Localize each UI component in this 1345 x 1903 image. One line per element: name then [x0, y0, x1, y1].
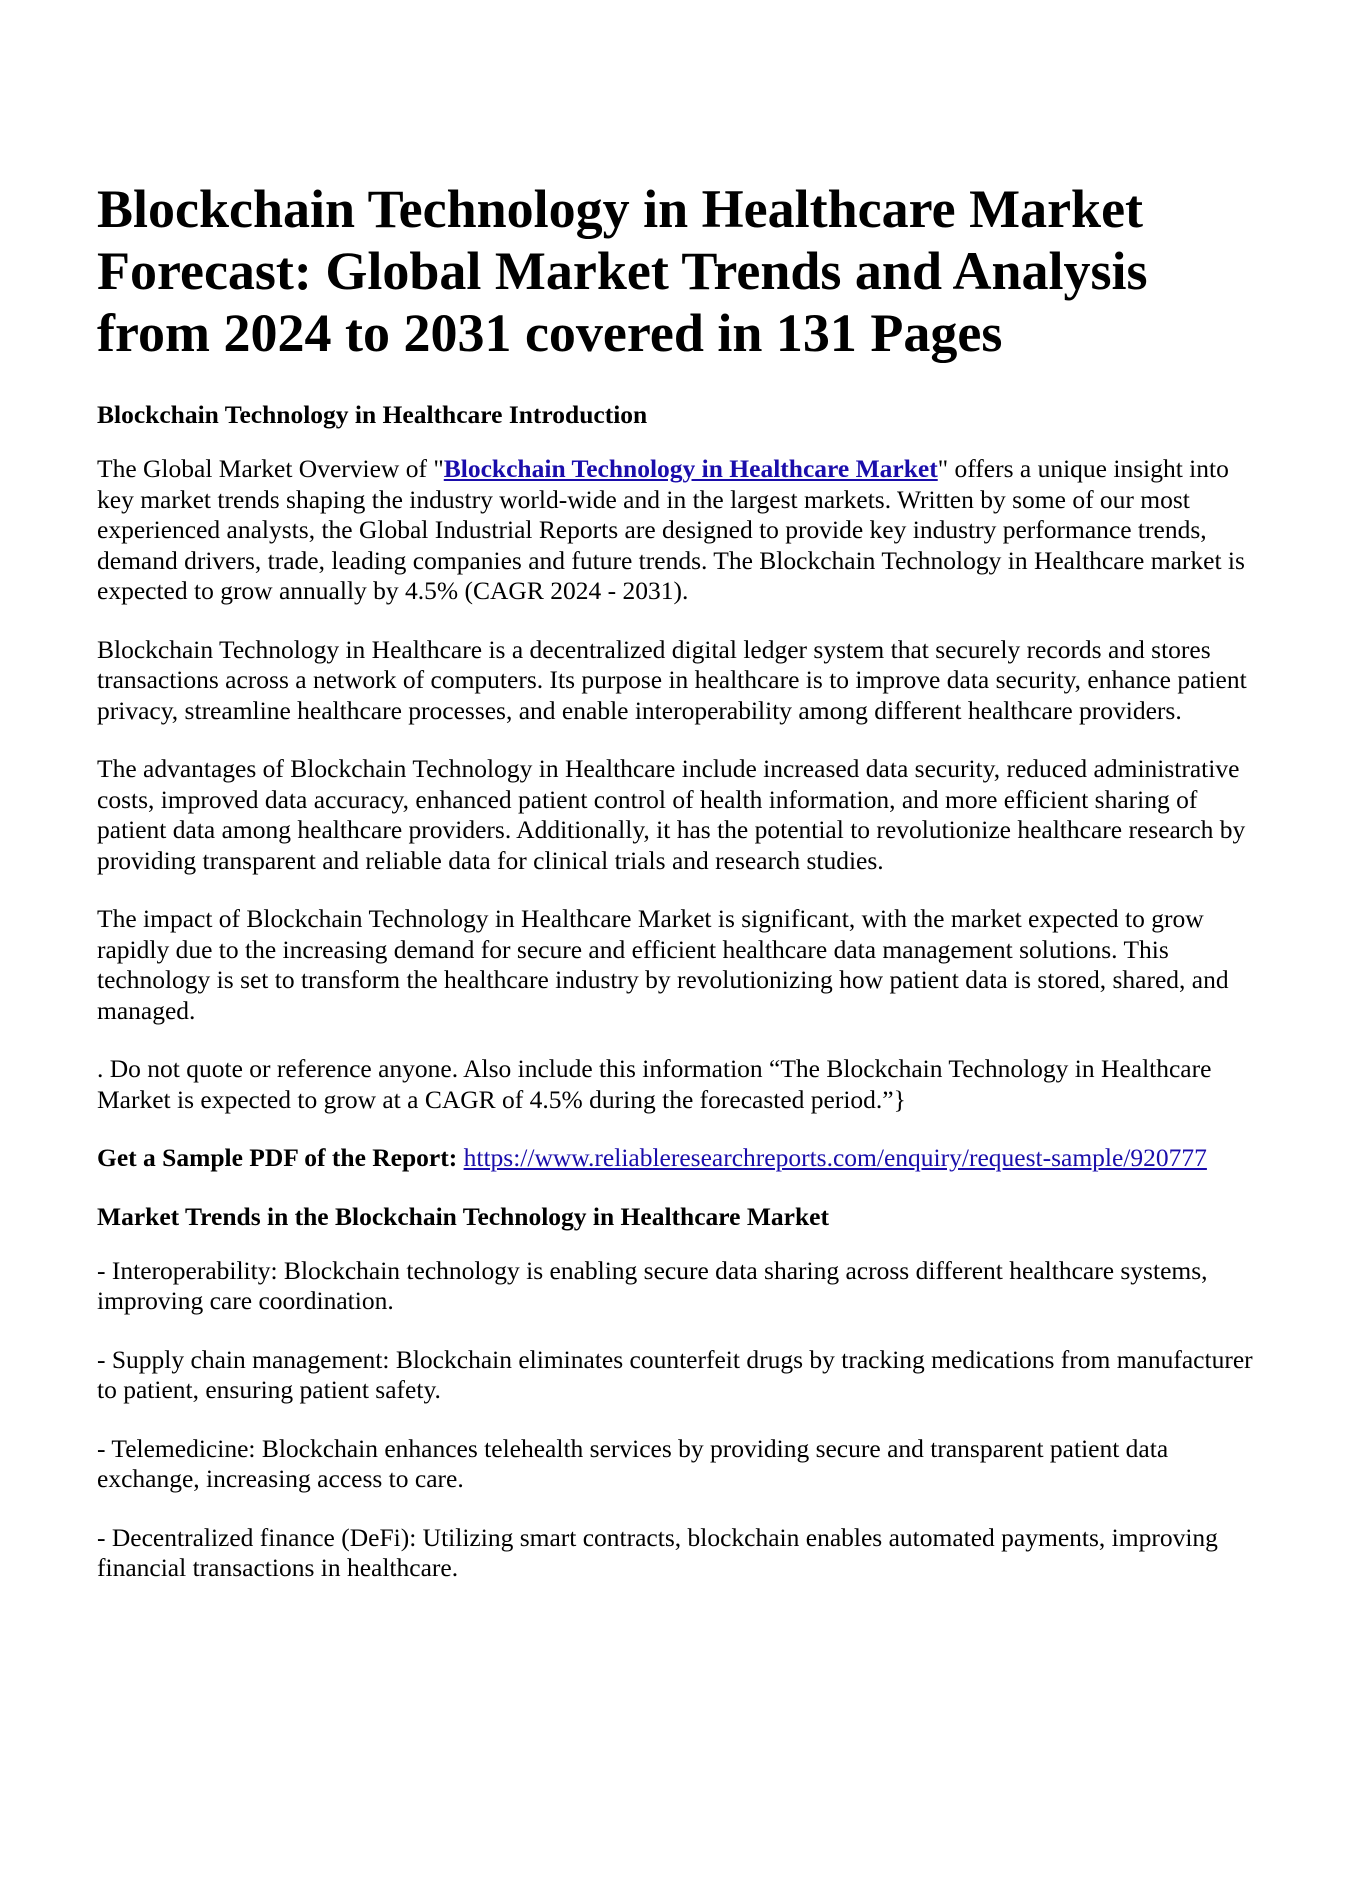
trend-item-telemedicine: - Telemedicine: Blockchain enhances telehealth services by providing secure and transparent patient data exchange, increasing access to care. — [97, 1433, 1169, 1493]
page-title: Blockchain Technology in Healthcare Market Forecast: Global Market Trends and Analysis from 2024 to 2031 covered in 131 Pages — [97, 179, 1148, 363]
sample-pdf-label: Get a Sample PDF of the Report: — [97, 1143, 458, 1172]
intro-paragraph-overview — [97, 454, 1267, 607]
trends-heading: Market Trends in the Blockchain Technology in Healthcare Market — [97, 1201, 829, 1231]
intro-paragraph-cagr-note: . Do not quote or reference anyone. Also include this information “The Blockchain Technology in Healthcare Market is expected to grow at a CAGR of 4.5% during the forecasted period.”} — [97, 1054, 1212, 1114]
sample-pdf-link[interactable]: https://www.reliableresearchreports.com/enquiry/request-sample/920777 — [463, 1143, 1207, 1172]
trend-item-supply-chain: - Supply chain management: Blockchain eliminates counterfeit drugs by tracking medications from manufacturer to patient, ensuring patient safety. — [97, 1344, 1253, 1404]
intro-paragraph-definition: Blockchain Technology in Healthcare is a decentralized digital ledger system that securely records and stores transactions across a network of computers. Its purpose in healthcare is to improve data security, enhance patient privacy, streamline healthcare processes, and enable interoperability among different healthcare providers. — [97, 634, 1247, 725]
market-report-link[interactable]: Blockchain Technology in Healthcare Market — [443, 454, 938, 483]
trend-item-interoperability: - Interoperability: Blockchain technology is enabling secure data sharing across different healthcare systems, improving care coordination. — [97, 1255, 1208, 1315]
overview-text-after: " offers a unique insight into key market trends shaping the industry world-wide and in the largest markets. Written by some of our most experienced analysts, the Global Industrial Reports are designed to provide key industry performance trends, demand drivers, trade, leading companies and future trends. The Blockchain Technology in Healthcare market is expected to grow annually by 4.5% (CAGR 2024 - 2031). — [97, 454, 1245, 605]
intro-paragraph-impact: The impact of Blockchain Technology in Healthcare Market is significant, with the market expected to grow rapidly due to the increasing demand for secure and efficient healthcare data management solutions. This technology is set to transform the healthcare industry by revolutionizing how patient data is stored, shared, and managed. — [97, 904, 1229, 1025]
intro-paragraph-advantages: The advantages of Blockchain Technology in Healthcare include increased data security, reduced administrative costs, improved data accuracy, enhanced patient control of health information, and more efficient sharing of patient data among healthcare providers. Additionally, it has the potential to revolutionize healthcare research by providing transparent and reliable data for clinical trials and research studies. — [97, 754, 1246, 875]
trend-item-defi: - Decentralized finance (DeFi): Utilizing smart contracts, blockchain enables automated payments, improving financial transactions in healthcare. — [97, 1522, 1218, 1582]
overview-text-before: The Global Market Overview of " — [97, 454, 444, 483]
intro-heading: Blockchain Technology in Healthcare Introduction — [97, 400, 648, 429]
document-page — [97, 178, 1267, 1612]
sample-pdf-line — [97, 1143, 1267, 1174]
